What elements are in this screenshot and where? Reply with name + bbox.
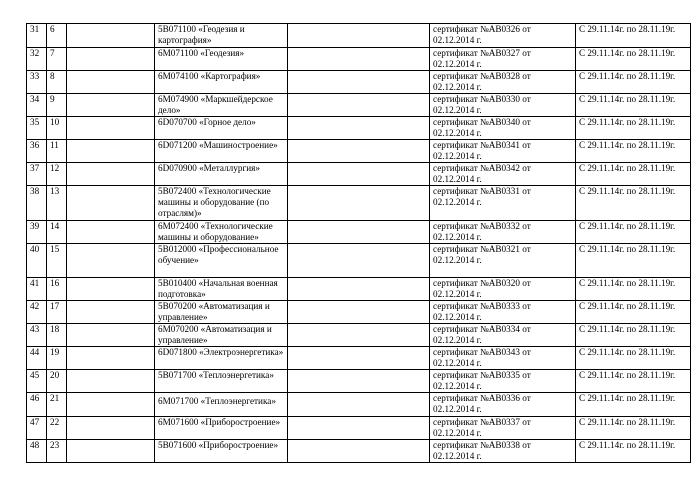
empty-cell bbox=[288, 393, 430, 417]
row-number: 47 bbox=[27, 417, 47, 440]
row-number: 34 bbox=[27, 94, 47, 117]
row-subnumber: 21 bbox=[47, 393, 67, 417]
certificate-cell: сертификат №АВ0341 от 02.12.2014 г. bbox=[430, 140, 576, 163]
empty-cell bbox=[288, 140, 430, 163]
validity-period-cell: С 29.11.14г. по 28.11.19г. bbox=[576, 94, 691, 117]
specialty-cell: 5В010400 «Начальная военная подготовка» bbox=[155, 278, 288, 301]
row-number: 48 bbox=[27, 440, 47, 463]
table-row bbox=[27, 417, 691, 440]
row-subnumber: 10 bbox=[47, 117, 67, 140]
row-number: 45 bbox=[27, 370, 47, 393]
empty-cell bbox=[288, 417, 430, 440]
row-subnumber: 11 bbox=[47, 140, 67, 163]
row-number: 33 bbox=[27, 71, 47, 94]
validity-period-cell: С 29.11.14г. по 28.11.19г. bbox=[576, 440, 691, 463]
empty-cell bbox=[288, 71, 430, 94]
row-subnumber: 15 bbox=[47, 244, 67, 278]
specialty-cell: 5В070200 «Автоматизация и управление» bbox=[155, 301, 288, 324]
empty-cell bbox=[67, 163, 155, 186]
accreditation-table bbox=[26, 23, 691, 463]
empty-cell bbox=[288, 163, 430, 186]
table-row bbox=[27, 221, 691, 244]
table-row bbox=[27, 370, 691, 393]
specialty-cell: 5В071600 «Приборостроение» bbox=[155, 440, 288, 463]
empty-cell bbox=[288, 48, 430, 71]
empty-cell bbox=[67, 440, 155, 463]
certificate-cell: сертификат №АВ0320 от 02.12.2014 г. bbox=[430, 278, 576, 301]
certificate-cell: сертификат №АВ0333 от 02.12.2014 г. bbox=[430, 301, 576, 324]
row-subnumber: 13 bbox=[47, 186, 67, 221]
validity-period-cell: С 29.11.14г. по 28.11.19г. bbox=[576, 24, 691, 48]
row-subnumber: 9 bbox=[47, 94, 67, 117]
row-subnumber: 8 bbox=[47, 71, 67, 94]
empty-cell bbox=[288, 278, 430, 301]
specialty-cell: 5В012000 «Профессиональное обучение» bbox=[155, 244, 288, 278]
specialty-cell: 6D071200 «Машиностроение» bbox=[155, 140, 288, 163]
row-number: 35 bbox=[27, 117, 47, 140]
row-number: 37 bbox=[27, 163, 47, 186]
row-subnumber: 12 bbox=[47, 163, 67, 186]
table-row bbox=[27, 393, 691, 417]
row-subnumber: 19 bbox=[47, 347, 67, 370]
validity-period-cell: С 29.11.14г. по 28.11.19г. bbox=[576, 186, 691, 221]
validity-period-cell: С 29.11.14г. по 28.11.19г. bbox=[576, 221, 691, 244]
specialty-cell: 6М070200 «Автоматизация и управление» bbox=[155, 324, 288, 347]
empty-cell bbox=[67, 347, 155, 370]
table-row bbox=[27, 324, 691, 347]
row-subnumber: 16 bbox=[47, 278, 67, 301]
row-subnumber: 23 bbox=[47, 440, 67, 463]
table-row bbox=[27, 140, 691, 163]
empty-cell bbox=[67, 244, 155, 278]
validity-period-cell: С 29.11.14г. по 28.11.19г. bbox=[576, 244, 691, 278]
row-subnumber: 14 bbox=[47, 221, 67, 244]
certificate-cell: сертификат №АВ0326 от 02.12.2014 г. bbox=[430, 24, 576, 48]
certificate-cell: сертификат №АВ0330 от 02.12.2014 г. bbox=[430, 94, 576, 117]
certificate-cell: сертификат №АВ0321 от 02.12.2014 г. bbox=[430, 244, 576, 278]
row-number: 41 bbox=[27, 278, 47, 301]
specialty-cell: 6М072400 «Технологические машины и оборудование» bbox=[155, 221, 288, 244]
row-number: 42 bbox=[27, 301, 47, 324]
empty-cell bbox=[288, 24, 430, 48]
validity-period-cell: С 29.11.14г. по 28.11.19г. bbox=[576, 163, 691, 186]
row-number: 46 bbox=[27, 393, 47, 417]
certificate-cell: сертификат №АВ0337 от 02.12.2014 г. bbox=[430, 417, 576, 440]
empty-cell bbox=[288, 324, 430, 347]
table-body bbox=[27, 24, 691, 463]
row-number: 44 bbox=[27, 347, 47, 370]
row-subnumber: 7 bbox=[47, 48, 67, 71]
row-number: 40 bbox=[27, 244, 47, 278]
certificate-cell: сертификат №АВ0327 от 02.12.2014 г. bbox=[430, 48, 576, 71]
row-number: 39 bbox=[27, 221, 47, 244]
empty-cell bbox=[67, 140, 155, 163]
row-subnumber: 20 bbox=[47, 370, 67, 393]
specialty-cell: 6D071800 «Электроэнергетика» bbox=[155, 347, 288, 370]
table-row bbox=[27, 440, 691, 463]
table-row bbox=[27, 71, 691, 94]
table-row bbox=[27, 117, 691, 140]
empty-cell bbox=[288, 221, 430, 244]
validity-period-cell: С 29.11.14г. по 28.11.19г. bbox=[576, 301, 691, 324]
empty-cell bbox=[288, 301, 430, 324]
empty-cell bbox=[288, 370, 430, 393]
empty-cell bbox=[67, 393, 155, 417]
empty-cell bbox=[288, 244, 430, 278]
empty-cell bbox=[288, 94, 430, 117]
empty-cell bbox=[67, 48, 155, 71]
empty-cell bbox=[67, 71, 155, 94]
row-subnumber: 22 bbox=[47, 417, 67, 440]
validity-period-cell: С 29.11.14г. по 28.11.19г. bbox=[576, 117, 691, 140]
empty-cell bbox=[67, 94, 155, 117]
validity-period-cell: С 29.11.14г. по 28.11.19г. bbox=[576, 324, 691, 347]
row-number: 36 bbox=[27, 140, 47, 163]
table-row bbox=[27, 278, 691, 301]
empty-cell bbox=[67, 370, 155, 393]
certificate-cell: сертификат №АВ0334 от 02.12.2014 г. bbox=[430, 324, 576, 347]
table-row bbox=[27, 163, 691, 186]
specialty-cell: 5В071700 «Теплоэнергетика» bbox=[155, 370, 288, 393]
row-number: 38 bbox=[27, 186, 47, 221]
empty-cell bbox=[67, 324, 155, 347]
empty-cell bbox=[67, 278, 155, 301]
empty-cell bbox=[288, 347, 430, 370]
validity-period-cell: С 29.11.14г. по 28.11.19г. bbox=[576, 417, 691, 440]
row-subnumber: 17 bbox=[47, 301, 67, 324]
empty-cell bbox=[67, 417, 155, 440]
specialty-cell: 6М074100 «Картография» bbox=[155, 71, 288, 94]
specialty-cell: 6М074900 «Маркшейдерское дело» bbox=[155, 94, 288, 117]
certificate-cell: сертификат №АВ0343 от 02.12.2014 г. bbox=[430, 347, 576, 370]
empty-cell bbox=[288, 186, 430, 221]
certificate-cell: сертификат №АВ0342 от 02.12.2014 г. bbox=[430, 163, 576, 186]
row-subnumber: 6 bbox=[47, 24, 67, 48]
row-number: 31 bbox=[27, 24, 47, 48]
certificate-cell: сертификат №АВ0340 от 02.12.2014 г. bbox=[430, 117, 576, 140]
certificate-cell: сертификат №АВ0336 от 02.12.2014 г. bbox=[430, 393, 576, 417]
validity-period-cell: С 29.11.14г. по 28.11.19г. bbox=[576, 71, 691, 94]
validity-period-cell: С 29.11.14г. по 28.11.19г. bbox=[576, 140, 691, 163]
row-number: 43 bbox=[27, 324, 47, 347]
table-row bbox=[27, 186, 691, 221]
specialty-cell: 5В071100 «Геодезия и картография» bbox=[155, 24, 288, 48]
table-row bbox=[27, 48, 691, 71]
specialty-cell: 6М071100 «Геодезия» bbox=[155, 48, 288, 71]
validity-period-cell: С 29.11.14г. по 28.11.19г. bbox=[576, 370, 691, 393]
table-row bbox=[27, 24, 691, 48]
certificate-cell: сертификат №АВ0338 от 02.12.2014 г. bbox=[430, 440, 576, 463]
validity-period-cell: С 29.11.14г. по 28.11.19г. bbox=[576, 347, 691, 370]
validity-period-cell: С 29.11.14г. по 28.11.19г. bbox=[576, 393, 691, 417]
certificate-cell: сертификат №АВ0332 от 02.12.2014 г. bbox=[430, 221, 576, 244]
empty-cell bbox=[288, 117, 430, 140]
certificate-cell: сертификат №АВ0331 от 02.12.2014 г. bbox=[430, 186, 576, 221]
certificate-cell: сертификат №АВ0335 от 02.12.2014 г. bbox=[430, 370, 576, 393]
certificate-cell: сертификат №АВ0328 от 02.12.2014 г. bbox=[430, 71, 576, 94]
specialty-cell: 6М071600 «Приборостроение» bbox=[155, 417, 288, 440]
empty-cell bbox=[67, 221, 155, 244]
table-row bbox=[27, 244, 691, 278]
specialty-cell: 6D070900 «Металлургия» bbox=[155, 163, 288, 186]
specialty-cell: 6М071700 «Теплоэнергетика» bbox=[155, 393, 288, 417]
validity-period-cell: С 29.11.14г. по 28.11.19г. bbox=[576, 48, 691, 71]
specialty-cell: 6D070700 «Горное дело» bbox=[155, 117, 288, 140]
empty-cell bbox=[67, 186, 155, 221]
row-number: 32 bbox=[27, 48, 47, 71]
empty-cell bbox=[67, 301, 155, 324]
validity-period-cell: С 29.11.14г. по 28.11.19г. bbox=[576, 278, 691, 301]
table-row bbox=[27, 301, 691, 324]
row-subnumber: 18 bbox=[47, 324, 67, 347]
empty-cell bbox=[67, 24, 155, 48]
table-row bbox=[27, 94, 691, 117]
specialty-cell: 5В072400 «Технологические машины и оборудование (по отраслям)» bbox=[155, 186, 288, 221]
empty-cell bbox=[288, 440, 430, 463]
table-row bbox=[27, 347, 691, 370]
empty-cell bbox=[67, 117, 155, 140]
